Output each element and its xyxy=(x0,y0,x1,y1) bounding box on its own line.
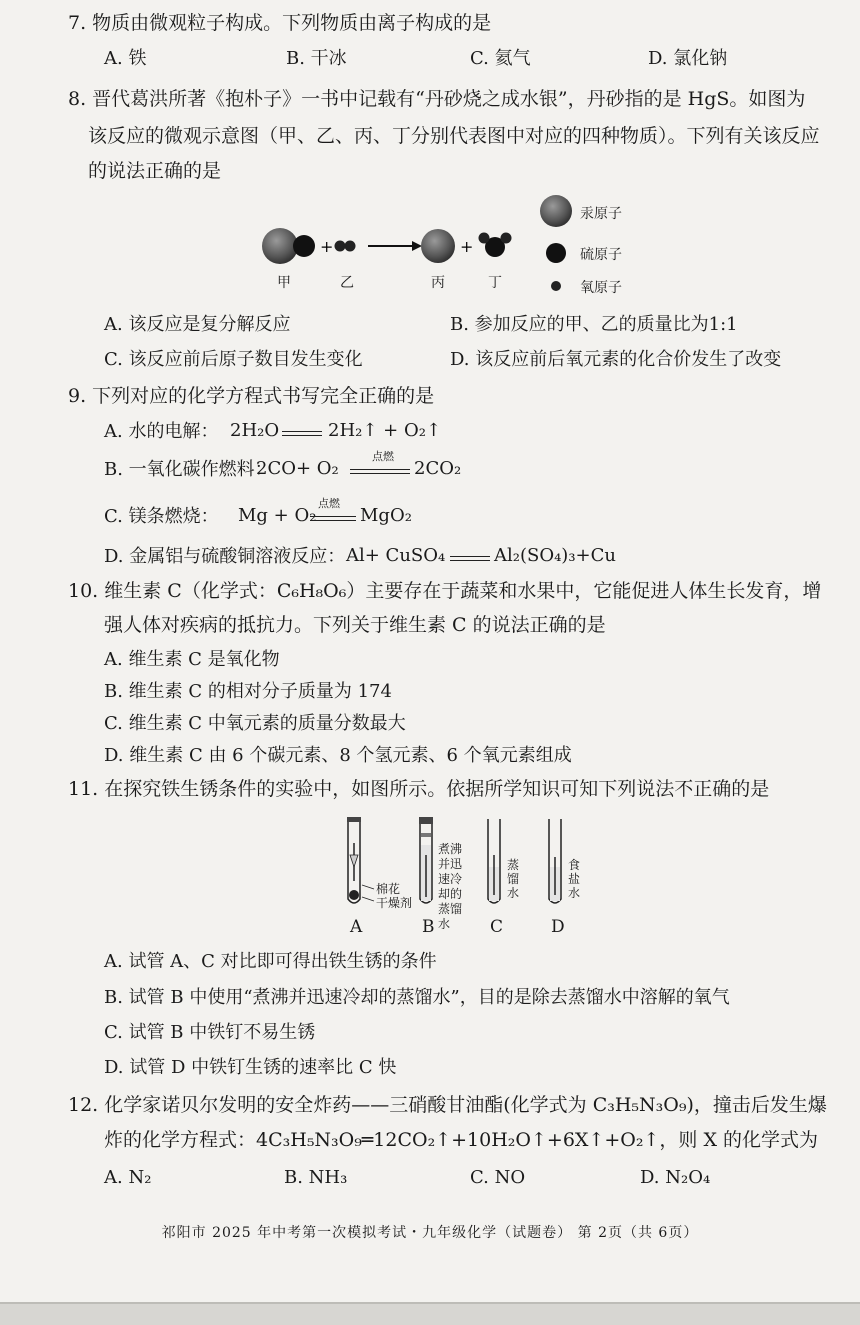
legend-s-label: 硫原子 xyxy=(580,247,622,263)
molecule-ding xyxy=(479,233,512,258)
q9-option-a-right: 2H₂↑ + O₂↑ xyxy=(328,420,442,441)
tube-label-c: C xyxy=(490,917,504,937)
q9-option-b-equals xyxy=(350,469,410,474)
q11-option-a: A. 试管 A、C 对比即可得出铁生锈的条件 xyxy=(104,951,437,972)
q12-option-c: C. NO xyxy=(470,1167,526,1188)
label-bing: 丙 xyxy=(431,275,445,291)
label-ding: 丁 xyxy=(488,275,502,291)
question-10-stem-line2: 强人体对疾病的抵抗力。下列关于维生素 C 的说法正确的是 xyxy=(104,614,606,636)
annot-a-cotton: 棉花 xyxy=(376,882,401,896)
paper-bottom-edge xyxy=(0,1302,860,1325)
q10-option-a: A. 维生素 C 是氧化物 xyxy=(104,649,280,670)
legend-o-label: 氧原子 xyxy=(580,280,622,296)
question-10-stem-line1: 10. 维生素 C（化学式：C₆H₈O₆）主要存在于蔬菜和水果中，它能促进人体生长发育，增 xyxy=(68,580,822,602)
q9-option-c-condition: 点燃 xyxy=(318,497,340,510)
q9-option-d-equals xyxy=(450,556,490,561)
reaction-arrow xyxy=(368,241,422,251)
q9-option-d-left: Al+ CuSO₄ xyxy=(346,545,446,566)
q7-option-b: B. 干冰 xyxy=(286,48,347,69)
q9-option-b-condition: 点燃 xyxy=(372,450,394,463)
q9-option-d-label: D. 金属铝与硫酸铜溶液反应： xyxy=(104,546,346,567)
legend-o-atom xyxy=(551,281,561,291)
q9-option-a-equals xyxy=(282,431,322,436)
question-8-stem-line2: 该反应的微观示意图（甲、乙、丙、丁分别代表图中对应的四种物质）。下列有关该反应 xyxy=(88,125,820,147)
plus-sign-2: + xyxy=(460,237,474,256)
test-tube-b xyxy=(419,817,433,903)
q11-option-c: C. 试管 B 中铁钉不易生锈 xyxy=(104,1022,316,1043)
page-footer: 祁阳市 2025 年中考第一次模拟考试・九年级化学（试题卷） 第 2页（共 6页） xyxy=(161,1225,699,1241)
annot-d-salt-water: 食盐水 xyxy=(568,858,581,900)
q11-option-b: B. 试管 B 中使用“煮沸并迅速冷却的蒸馏水”，目的是除去蒸馏水中溶解的氧气 xyxy=(104,987,730,1008)
q12-option-d: D. N₂O₄ xyxy=(640,1167,711,1188)
molecule-jia xyxy=(262,228,315,264)
q9-option-b-right: 2CO₂ xyxy=(414,458,462,479)
q9-option-c-right: MgO₂ xyxy=(360,505,412,526)
q12-option-a: A. N₂ xyxy=(104,1167,152,1188)
legend-s-atom xyxy=(546,243,566,263)
test-tube-c xyxy=(488,819,500,903)
question-8-stem-line3: 的说法正确的是 xyxy=(88,160,222,182)
tube-label-a: A xyxy=(350,917,363,937)
q7-option-c: C. 氦气 xyxy=(470,48,531,69)
q9-option-a-label: A. 水的电解： xyxy=(104,421,219,442)
q9-option-b-label: B. 一氧化碳作燃料： xyxy=(104,459,273,480)
q9-option-c-equals xyxy=(310,516,356,521)
question-9-stem: 9. 下列对应的化学方程式书写完全正确的是 xyxy=(68,385,435,407)
label-jia: 甲 xyxy=(277,275,291,291)
q9-option-d-right: Al₂(SO₄)₃+Cu xyxy=(494,545,616,566)
annot-b-boiled-water: 煮沸并迅速冷却的蒸馏水 xyxy=(438,842,463,931)
tube-label-b: B xyxy=(422,917,435,937)
molecule-yi xyxy=(335,241,356,252)
q10-option-c: C. 维生素 C 中氧元素的质量分数最大 xyxy=(104,713,406,734)
q9-option-a-left: 2H₂O xyxy=(230,420,280,441)
question-11-stem: 11. 在探究铁生锈条件的实验中，如图所示。依据所学知识可知下列说法不正确的是 xyxy=(68,778,770,800)
test-tube-a xyxy=(347,817,374,903)
question-12-stem-line1: 12. 化学家诺贝尔发明的安全炸药——三硝酸甘油酯(化学式为 C₃H₅N₃O₉)，撞击后发生爆 xyxy=(68,1094,827,1116)
q7-option-d: D. 氯化钠 xyxy=(648,48,728,69)
annot-a-desiccant: 干燥剂 xyxy=(376,896,413,910)
question-7-stem: 7. 物质由微观粒子构成。下列物质由离子构成的是 xyxy=(68,12,492,34)
tube-label-d: D xyxy=(551,917,565,937)
q9-option-c-left: Mg + O₂ xyxy=(238,505,317,526)
question-12-stem-line2: 炸的化学方程式：4C₃H₅N₃O₉═12CO₂↑+10H₂O↑+6X↑+O₂↑，则 X 的化学式为 xyxy=(104,1129,819,1151)
molecule-bing xyxy=(421,229,455,263)
q10-option-d: D. 维生素 C 由 6 个碳元素、8 个氢元素、6 个氧元素组成 xyxy=(104,745,572,766)
plus-sign-1: + xyxy=(320,237,334,256)
q8-option-a: A. 该反应是复分解反应 xyxy=(104,314,291,335)
q10-option-b: B. 维生素 C 的相对分子质量为 174 xyxy=(104,681,392,702)
label-yi: 乙 xyxy=(340,275,354,291)
legend-hg-label: 汞原子 xyxy=(580,206,622,222)
annot-c-distilled-water: 蒸馏水 xyxy=(507,858,520,900)
test-tube-d xyxy=(549,819,561,903)
q7-option-a: A. 铁 xyxy=(104,48,147,69)
q8-option-c: C. 该反应前后原子数目发生变化 xyxy=(104,349,363,370)
q9-option-b-left: 2CO+ O₂ xyxy=(256,458,339,479)
q8-option-b: B. 参加反应的甲、乙的质量比为1:1 xyxy=(450,314,738,335)
q11-option-d: D. 试管 D 中铁钉生锈的速率比 C 快 xyxy=(104,1057,397,1078)
q9-option-c-label: C. 镁条燃烧： xyxy=(104,506,219,527)
q8-option-d: D. 该反应前后氧元素的化合价发生了改变 xyxy=(450,349,782,370)
q12-option-b: B. NH₃ xyxy=(284,1167,348,1188)
reaction-micro-diagram xyxy=(250,190,690,300)
legend-hg-atom xyxy=(540,195,572,227)
question-8-stem-line1: 8. 晋代葛洪所著《抱朴子》一书中记载有“丹砂烧之成水银”，丹砂指的是 HgS。如图为 xyxy=(68,88,806,110)
